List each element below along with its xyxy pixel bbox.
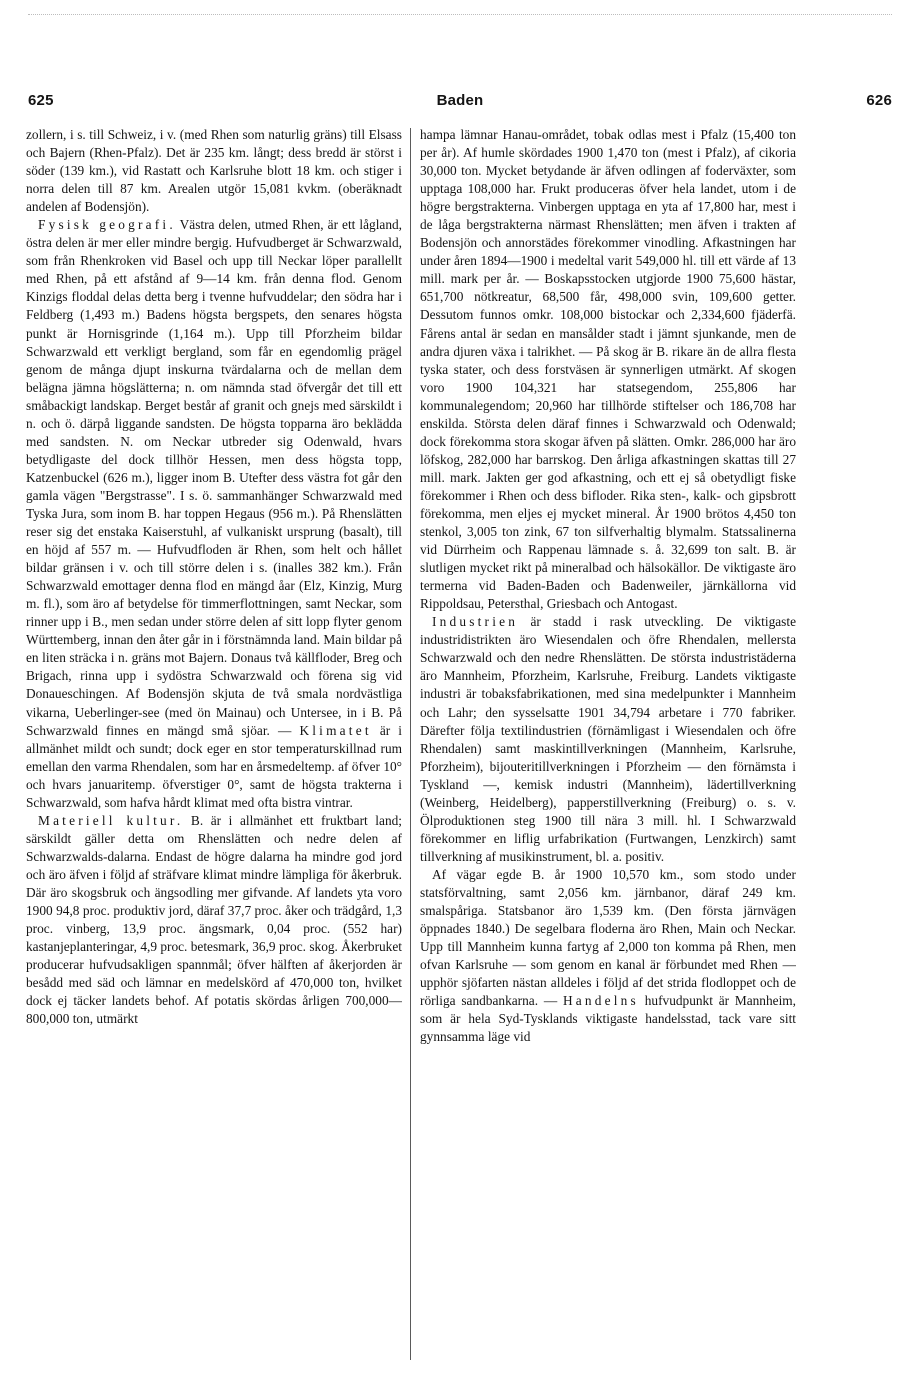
page-number-left: 625 <box>28 92 54 109</box>
column-divider <box>410 128 411 1360</box>
page-number-right: 626 <box>866 92 892 109</box>
running-title: Baden <box>436 92 484 109</box>
industry-text: är stadd i rask utveckling. De viktigaste industridistrikten äro Wiesendalen och öfre Rhendalen, mellersta Schwarzwald och den nedre Rhenslätten. De största industristäderna äro Mannheim, Pforzheim, Karlsruhe, Freiburg. Landets viktigaste industri är tobaksfabrikationen, med sina medelpunkter i Mannheim och Lahr; den sysselsatte 1901 34,794 arbetare i 770 fabriker. Därefter följa textilindustrien (förnämligast i Wiesendalen och öfre Rhendalen) samt maskintillverkningen (Mannheim, Karlsruhe, Pforzheim), bijouteritillverkningen i Pforzheim — den förnämsta i Tyskland —, kemisk industri (Mannheim), lädertillverkning (Weinberg, Heidelberg), papperstillverkning (Freiburg) o. s. v. Ölproduktionen steg 1900 till nära 3 mill. hl. I Schwarzwald förekommer en liflig urfabrikation (Furtwangen, Lenzkirch) samt tillverkning af musikinstrument, bl. a. positiv. <box>420 614 796 864</box>
climate-text: är i allmänhet mildt och sundt; dock eger en stor temperaturskillnad rum emellan den varma Rhendalen, som har en årsmedeltemp. af öfver 10° och hvars januaritemp. öfverstiger 0°, samt de högsta trakterna i Schwarzwald, som hafva hårdt klimat med ofta bistra vintrar. <box>26 722 402 810</box>
section-heading-physical-geography: Fysisk geografi. <box>38 217 176 233</box>
paragraph-borders: zollern, i s. till Schweiz, i v. (med Rhen som naturlig gräns) till Elsass och Bajern (Rhen-Pfalz). Det är 235 km. långt; dess bredd är störst i söder (139 km.), vid Rastatt och Karlsruhe blott 18 km. och stiger i norra delen till 87 km. Arealen utgör 15,081 kvkm. (oberäknadt andelen af Bodensjön). <box>26 127 402 215</box>
paragraph-agriculture-livestock: hampa lämnar Hanau-området, tobak odlas mest i Pfalz (15,400 ton per år). Af humle skördades 1900 1,470 ton (mest i Pfalz), af cikoria 30,000 ton. Mycket betydande är äfven odlingen af foderväxter, som upptaga 108,000 har. Frukt produceras öfver hela landet, utom i de högre bergstrakterna. Vinbergen upptaga en yta af 17,800 har, mest i de låga bergstrakterna närmast Rhenslätten; men äfven i trakten af Bodensjön och annorstädes förekommer vinodling. Afkastningen har under åren 1894—1900 i medeltal varit 549,000 hl. till ett värde af 13 mill. mark per år. — Boskapsstocken utgjorde 1900 75,600 hästar, 651,700 nötkreatur, 68,500 får, 498,000 svin, 109,600 getter. Dessutom funnos omkr. 108,000 bistockar och 2,334,600 fjäderfä. Fårens antal är sedan en mansålder stadt i jämnt sjunkande, men de andra djuren växa i talrikhet. — På skog är B. rikare än de allra flesta tyska stater, och dess forstväsen är synnerligen utmärkt. Af skogen voro 1900 104,321 har statsegendom, 255,806 har kommunalegendom; 20,960 har tillhörde stiftelser och 186,708 har enskilda. Största delen däraf finnes i Schwarzwald och Odenwald; dock förekomma stora skogar äfven på slätten. Omkr. 286,000 har äro löfskog, 282,000 har barrskog. Den årliga afkastningen skattas till 27 mill. mark. Jakten ger god afkastning, och ett ej så obetydligt fiske förekommer i Rhen och dess bifloder. Rika sten-, kalk- och gipsbrott förekomma, men eljes ej mycket mineral. År 1900 brötos 4,450 ton stenkol, 3,005 ton zink, 67 ton silfverhaltig blymalm. Statssalinerna vid Dürrheim och Rappenau lämnade s. å. 32,699 ton salt. B. är slutligen mycket rikt på mineralbad och hälsokällor. De viktigaste äro termerna vid Baden-Baden och Badenweiler, järnkällorna vid Rippoldsau, Petersthal, Griesbach och Antogast. <box>420 127 796 612</box>
section-heading-climate: Klimatet <box>299 722 372 738</box>
trade-text: hufvudpunkt är Mannheim, som är hela Syd-Tysklands viktigaste handelsstad, tack vare sitt gynnsamma läge vid <box>420 993 796 1045</box>
left-column <box>26 126 402 1366</box>
paragraph-material-culture <box>26 812 402 1029</box>
section-heading-material-culture: Materiell kultur. <box>38 812 184 828</box>
right-column <box>420 126 796 1366</box>
page-header <box>28 92 892 114</box>
paragraph-physical-geography <box>26 216 402 812</box>
paragraph-industry <box>420 613 796 866</box>
page-top-rule <box>28 14 892 15</box>
material-culture-text: B. är i allmänhet ett fruktbart land; särskildt gäller detta om Rhenslätten och nedre delen af Schwarzwalds-dalarna. Endast de högre dalarna ha mindre god jord och äro äfven i följd af sträfvare klimat mindre lämpliga för åkerbruk. Där äro skogsbruk och ängsodling mer gifvande. Af landets yta voro 1900 94,8 proc. produktiv jord, däraf 37,7 proc. åker och trädgård, 1,3 proc. vinberg, 13,9 proc. ängsmark, 0,04 proc. (552 har) kastanjeplanteringar, 4,9 proc. betesmark, 36,9 proc. skog. Åkerbruket producerar hufvudsakligen spannmål; öfver hälften af åkerjorden är besådd med säd och lämnar en medelskörd af 470,000 ton, hvilket dock ej täcker landets behof. Af potatis skördas årligen 700,000—800,000 ton, utmärkt <box>26 812 402 1027</box>
section-heading-trade: Handelns <box>562 993 639 1009</box>
transport-text: Af vägar egde B. år 1900 10,570 km., som stodo under statsförvaltning, samt 2,056 km. järnbanor, däraf 249 km. smalspåriga. Statsbanor äro 1,539 km. (Den första järnvägen öppnades 1840.) De segelbara floderna äro Rhen, Main och Neckar. Upp till Mannheim kunna fartyg af 2,000 ton komma på Rhen, men ofvan Karlsruhe — som genom en kanal är förbundet med Rhen — upphör sjöfarten nästan alldeles i följd af det strida flodloppet och de rörliga sandbankarna. — <box>420 866 796 1009</box>
section-heading-industry: Industrien <box>432 614 519 630</box>
physical-geography-text: Västra delen, utmed Rhen, är ett lågland, östra delen är mer eller mindre bergig. Hufvudberget är Schwarzwald, som från Rhenkroken vid Basel och upp till Neckar löper parallellt med Rhen, på ett afstånd af 9—14 km. från denna flod. Genom Kinzigs floddal delas detta berg i tvenne hufvuddelar; den södra har i Feldberg (1,493 m.) Badens högsta bergspets, den senares högsta punkt är Hornisgrinde (1,164 m.). Upp till Pforzheim bildar Schwarzwald ett verkligt bergland, som får en egendomlig prägel genom de många djupt inskurna tvärdalarna och de mellan dem belägna jämna högslätterna; n. om nämnda stad öfvergår det till ett småbackigt landskap. Berget består af granit och gnejs med särskildt i n. och ö. därpå liggande sandsten. De högsta topparna äro beklädda med sandsten. N. om Neckar utbreder sig Odenwald, hvars betydligaste del dock tillhör Hessen, men dess högsta topp, Katzenbuckel (626 m.), ligger inom B. Utefter dess västra fot går den gamla vägen "Bergstrasse". I s. ö. sammanhänger Schwarzwald med Tyska Jura, som inom B. har toppen Hegaus (956 m.). På Rhenslätten reser sig det enstaka Kaiserstuhl, af vulkaniskt ursprung (basalt), till en höjd af 557 m. — Hufvudfloden är Rhen, som helt och hållet bildar gränsen i v. och till större delen i s. (inalles 382 km.). Från Schwarzwald emottager denna flod en mängd åar (Elz, Kinzig, Murg m. fl.), som äro af betydelse för timmerflottningen, samt Neckar, som rinner upp i B., men sedan under större delen af sitt lopp flyter genom Württemberg, innan den åter går in i förstnämnda land. Main bildar på en liten sträcka i n. gräns mot Bajern. Donaus två källfloder, Breg och Brigach, rinna upp i sydöstra Schwarzwald och förena sig vid Donaueschingen. Af Bodensjön skjuta de två smala nordvästliga vikarna, Ueberlinger-see (med ön Mainau) och Untersee, in i B. På Schwarzwald finnes en mängd små sjöar. — <box>26 217 402 738</box>
paragraph-transport-trade <box>420 866 796 1046</box>
